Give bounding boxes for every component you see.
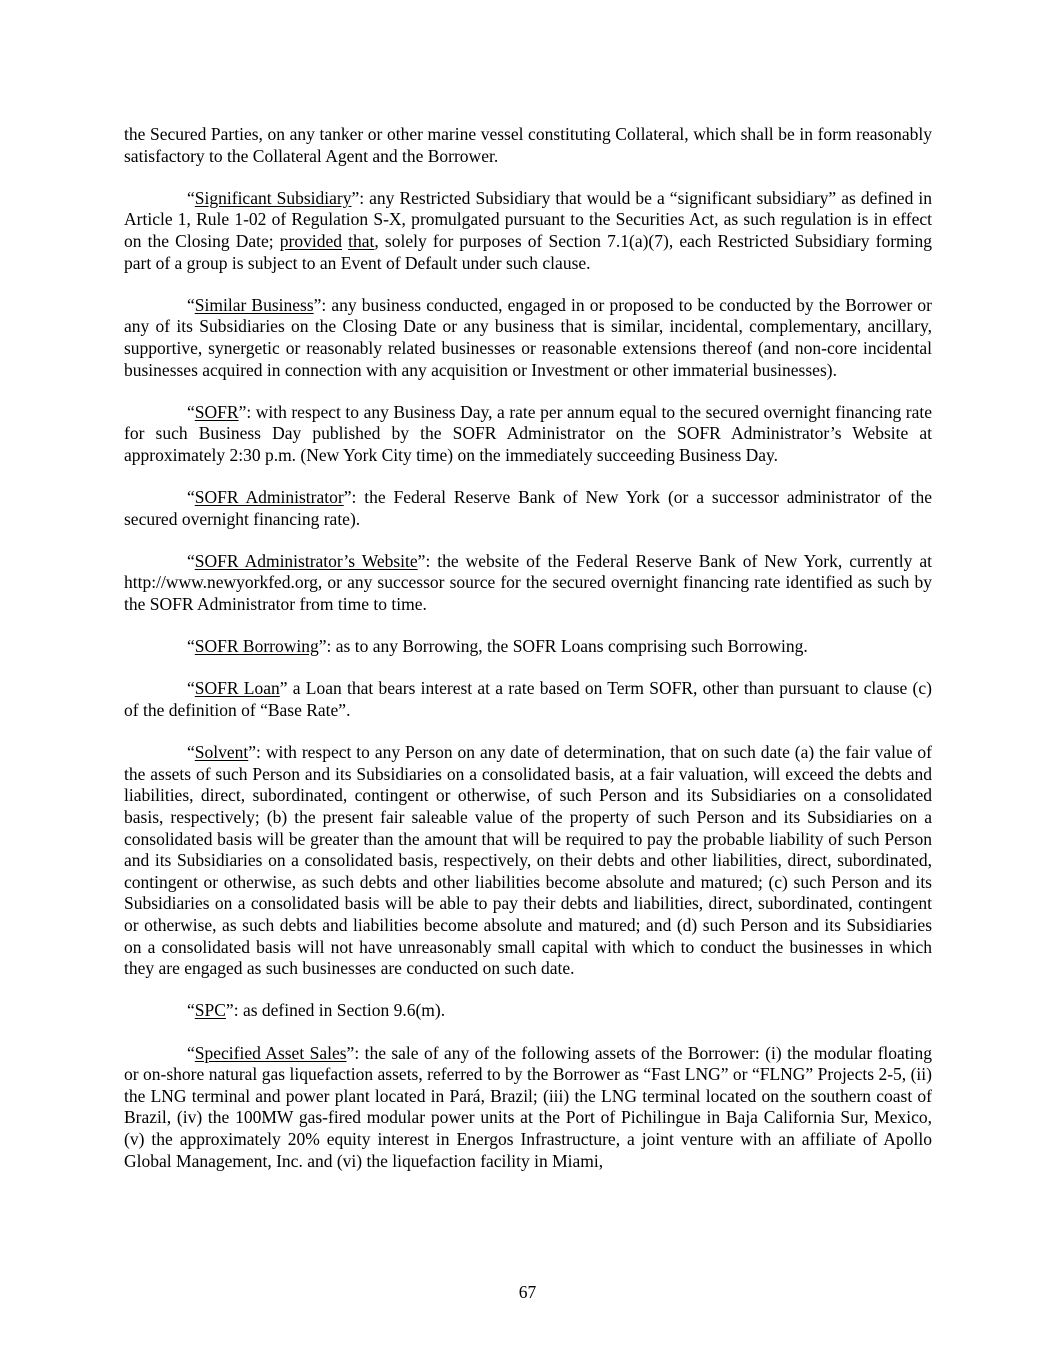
definition-text: the website of the Federal Reserve Bank of New York, currently at http://www.newyorkfed.org, or any successor source for the secured overnight financing rate identified as such by the SOFR Administrator from time to time. xyxy=(124,550,932,615)
defined-term: Specified Asset Sales xyxy=(194,1042,347,1063)
continuation-paragraph: the Secured Parties, on any tanker or other marine vessel constituting Collateral, which shall be in form reasonably satisfactory to the Collateral Agent and the Borrower. xyxy=(124,124,932,166)
definition-specified-asset-sales: “Specified Asset Sales”: the sale of any of the following assets of the Borrower: (i) the modular floating or on-shore natural gas liquefaction assets, referred to by the Borrower as “Fast LNG” or “FLNG” Projects 2-5, (ii) the LNG terminal and power plant located in Pará, Brazil; (iii) the LNG terminal located on the southern coast of Brazil, (iv) the 100MW gas-fired modular power units at the Port of Pichilingue in Baja California Sur, Mexico, (v) the approximately 20% equity interest in Energos Infrastructure, a joint venture with an affiliate of Apollo Global Management, Inc. and (vi) the liquefaction facility in Miami, xyxy=(124,1042,932,1171)
proviso-keyword: provided xyxy=(279,230,343,251)
definition-text: any Restricted Subsidiary that would be a “significant subsidiary” as defined in Article 1, Rule 1-02 of Regulation S-X, promulgated pursuant to the Securities Act, as such regulation is in effect on the Closing Date; xyxy=(124,187,932,251)
definition-text: with respect to any Person on any date of determination, that on such date (a) the fair value of the assets of such Person and its Subsidiaries on a consolidated basis, at a fair valuation, will exceed the debts and liabilities, direct, subordinated, contingent or otherwise, of such Person and its Subsidiaries on a consolidated basis, respectively; (b) the present fair saleable value of the property of such Person and its Subsidiaries on a consolidated basis will be greater than the amount that will be required to pay the probable liability of such Person and its Subsidiaries on a consolidated basis, respectively, on their debts and other liabilities, direct, subordinated, contingent or otherwise, as such debts and other liabilities become absolute and matured; (c) such Person and its Subsidiaries on a consolidated basis will be able to pay their debts and liabilities, direct, subordinated, contingent or otherwise, as such debts and liabilities become absolute and matured; and (d) such Person and its Subsidiaries on a consolidated basis will not have unreasonably small capital with which to conduct the businesses in which they are engaged as such businesses are conducted on such date. xyxy=(124,742,932,979)
defined-term: SOFR xyxy=(194,401,239,422)
definition-text: a Loan that bears interest at a rate based on Term SOFR, other than pursuant to clause (c) of the definition of “Base Rate”. xyxy=(124,678,932,721)
document-body xyxy=(124,124,932,1193)
defined-term: SPC xyxy=(194,1000,226,1021)
definition-text: as defined in Section 9.6(m). xyxy=(242,1000,446,1021)
definition-text: any business conducted, engaged in or proposed to be conducted by the Borrower or any of its Subsidiaries on the Closing Date or any business that is similar, incidental, complementary, ancillary, supportive, synergetic or reasonably related businesses or reasonable extensions thereof (and non-core incidental businesses acquired in connection with any acquisition or Investment or other immaterial businesses). xyxy=(124,294,932,380)
definition-text: as to any Borrowing, the SOFR Loans comprising such Borrowing. xyxy=(335,636,808,657)
definition-sofr-borrowing: “SOFR Borrowing”: as to any Borrowing, the SOFR Loans comprising such Borrowing. xyxy=(187,636,808,657)
defined-term: SOFR Loan xyxy=(194,678,280,699)
defined-term: Similar Business xyxy=(194,294,314,315)
page-number: 67 xyxy=(518,1282,537,1302)
proviso-keyword: that xyxy=(348,230,375,251)
definition-sofr-administrator: “SOFR Administrator”: the Federal Reserve Bank of New York (or a successor administrator of the secured overnight financing rate). xyxy=(124,487,932,529)
defined-term: Solvent xyxy=(194,742,249,763)
definition-sofr-loan: “SOFR Loan” a Loan that bears interest at a rate based on Term SOFR, other than pursuant to clause (c) of the definition of “Base Rate”. xyxy=(124,678,932,721)
defined-term: SOFR Administrator xyxy=(194,487,344,508)
defined-term: SOFR Administrator’s Website xyxy=(194,550,418,571)
definition-text: the sale of any of the following assets of the Borrower: (i) the modular floating or on-shore natural gas liquefaction assets, referred to by the Borrower as “Fast LNG” or “FLNG” Projects 2-5, (ii) the LNG terminal and power plant located in Pará, Brazil; (iii) the LNG terminal located on the southern coast of Brazil, (iv) the 100MW gas-fired modular power units at the Port of Pichilingue in Baja California Sur, Mexico, (v) the approximately 20% equity interest in Energos Infrastructure, a joint venture with an affiliate of Apollo Global Management, Inc. and (vi) the liquefaction facility in Miami, xyxy=(124,1042,932,1171)
definition-similar-business: “Similar Business”: any business conducted, engaged in or proposed to be conducted by the Borrower or any of its Subsidiaries on the Closing Date or any business that is similar, incidental, complementary, ancillary, supportive, synergetic or reasonably related businesses or reasonable extensions thereof (and non-core incidental businesses acquired in connection with any acquisition or Investment or other immaterial businesses). xyxy=(124,294,932,380)
definition-sofr: “SOFR”: with respect to any Business Day, a rate per annum equal to the secured overnight financing rate for such Business Day published by the SOFR Administrator on the SOFR Administrator’s Website at approximately 2:30 p.m. (New York City time) on the immediately succeeding Business Day. xyxy=(124,401,932,465)
definition-text: the Federal Reserve Bank of New York (or a successor administrator of the secured overnight financing rate). xyxy=(124,487,932,529)
defined-term: Significant Subsidiary xyxy=(194,187,352,208)
definition-text: with respect to any Business Day, a rate per annum equal to the secured overnight financing rate for such Business Day published by the SOFR Administrator on the SOFR Administrator’s Website at approximately 2:30 p.m. (New York City time) on the immediately succeeding Business Day. xyxy=(124,401,932,465)
definition-spc: “SPC”: as defined in Section 9.6(m). xyxy=(187,1000,446,1021)
definition-significant-subsidiary: “Significant Subsidiary”: any Restricted Subsidiary that would be a “significant subsidiary” as defined in Article 1, Rule 1-02 of Regulation S-X, promulgated pursuant to the Securities Act, as such regulation is in effect on the Closing Date; provided that, solely for purposes of Section 7.1(a)(7), each Restricted Subsidiary forming part of a group is subject to an Event of Default under such clause. xyxy=(124,187,932,273)
definition-text: , solely for purposes of Section 7.1(a)(7), each Restricted Subsidiary forming part of a group is subject to an Event of Default under such clause. xyxy=(124,230,932,273)
defined-term: SOFR Borrowing xyxy=(194,636,319,657)
definition-sofr-administrator-website: “SOFR Administrator’s Website”: the website of the Federal Reserve Bank of New York, currently at http://www.newyorkfed.org, or any successor source for the secured overnight financing rate identified as such by the SOFR Administrator from time to time. xyxy=(124,550,932,615)
definition-solvent: “Solvent”: with respect to any Person on any date of determination, that on such date (a) the fair value of the assets of such Person and its Subsidiaries on a consolidated basis, at a fair valuation, will exceed the debts and liabilities, direct, subordinated, contingent or otherwise, of such Person and its Subsidiaries on a consolidated basis, respectively; (b) the present fair saleable value of the property of such Person and its Subsidiaries on a consolidated basis will be greater than the amount that will be required to pay the probable liability of such Person and its Subsidiaries on a consolidated basis, respectively, on their debts and other liabilities, direct, subordinated, contingent or otherwise, as such debts and other liabilities become absolute and matured; (c) such Person and its Subsidiaries on a consolidated basis will be able to pay their debts and liabilities, direct, subordinated, contingent or otherwise, as such debts and liabilities become absolute and matured; and (d) such Person and its Subsidiaries on a consolidated basis will not have unreasonably small capital with which to conduct the businesses in which they are engaged as such businesses are conducted on such date. xyxy=(124,742,932,979)
